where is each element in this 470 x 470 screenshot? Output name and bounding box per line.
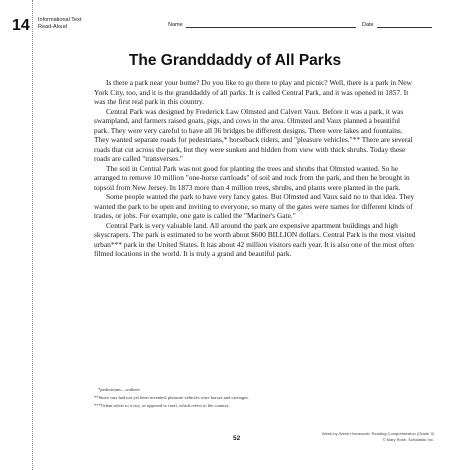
margin-dotted-line	[32, 0, 33, 470]
credit-line-1: Week-by-Week Homework: Reading Comprehension (Grade 3)	[321, 431, 434, 436]
article-body	[94, 78, 416, 259]
credit-line-2: © Mary Rose, Scholastic Inc.	[382, 436, 434, 442]
name-blank-line	[186, 27, 356, 28]
series-line-2: Read-Aloud	[38, 23, 68, 30]
footnote-pleasure-vehicles: **Since cars had not yet been invented, pleasure vehicles were horses and carriages.	[94, 395, 250, 400]
paragraph-3: The soil in Central Park was not good for planting the trees and shrubs that Olmsted wanted. So he arranged to remove 10 million "one-horse cartloads" of soil and rock from the park, and then he brought in topsoil from New Jersey. In 1873 more than 4 million trees, shrubs, and plants were planted in the park.	[94, 163, 410, 192]
paragraph-1: Is there a park near your home? Do you like to go there to play and picnic? Well, there is a park in New York City, too, and it is the granddaddy of all parks. It is called Central Park, and it was opened in 1857. It was the first real park in this country.	[94, 78, 412, 106]
name-label: Name	[168, 22, 183, 28]
series-line-1: Informational Text	[38, 17, 82, 23]
footnote-urban: ***Urban refers to a city, as opposed to rural, which refers to the country.	[94, 403, 230, 408]
paragraph-4: Some people wanted the park to have very fancy gates. But Olmsted and Vaux said no to that idea. They wanted the park to be open and inviting to everyone, so many of the gates were names for different kinds of trades, or jobs. For example, one gate is called the "Mariner's Gate."	[94, 192, 415, 220]
date-label: Date	[362, 22, 374, 28]
paragraph-2: Central Park was designed by Frederick Law Olmsted and Calvert Vaux. Before it was a park, it was swampland, and farmers raised goats, pigs, and cows in the area. Olmsted and Vaux planned a beautiful park. They were very careful to have all 36 bridges be different designs. There were lakes and fountains. They wanted separate roads for pedestrians,* horseback riders, and "pleasure vehicles."** There are several roads that cut across the park, but they were sunken and hidden from view with thick shrubs. Today these roads are called "transverses."	[94, 106, 413, 163]
copyright-credit	[322, 431, 434, 442]
footer-page-number: 52	[233, 435, 241, 442]
series-label	[38, 17, 81, 30]
article-title: The Granddaddy of All Parks	[128, 52, 342, 69]
footnotes	[94, 386, 424, 410]
date-blank-line	[377, 27, 432, 28]
footnote-pedestrians: *pedestrians—walkers	[98, 387, 140, 392]
page-number: 14	[12, 17, 30, 34]
paragraph-5: Central Park is very valuable land. All around the park are expensive apartment buildings and high skyscrapers. The park is estimated to be worth about $600 BILLION dollars. Central Park is the most visited urban*** park in the United States. It has about 42 million visitors each year. It is also one of the most often filmed locations in the world. It is truly a grand and beautiful park.	[94, 220, 416, 258]
